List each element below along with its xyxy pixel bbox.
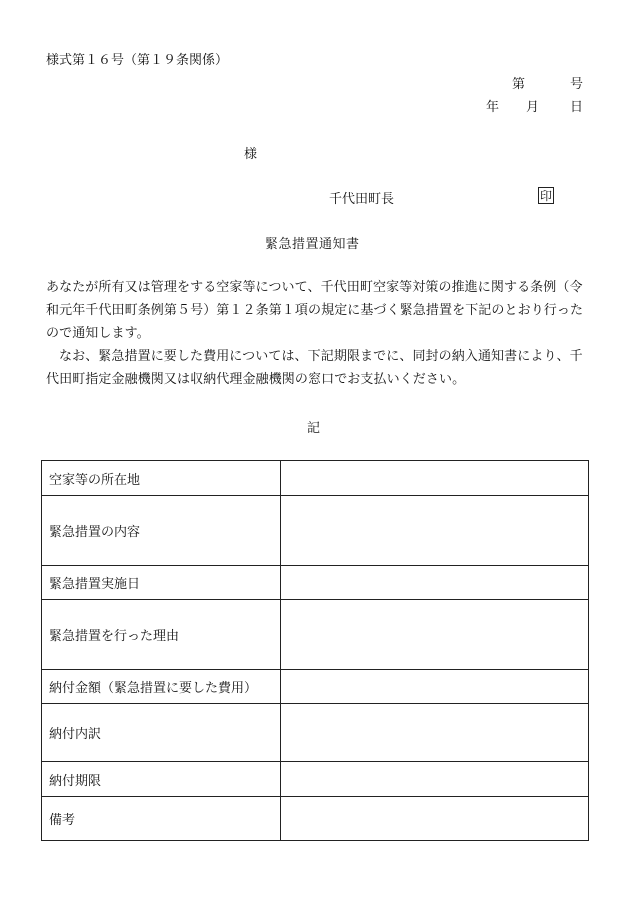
row-value-measure-date xyxy=(281,566,589,600)
detail-table xyxy=(41,460,589,841)
row-label-payment-breakdown: 納付内訳 xyxy=(42,704,281,762)
table-row xyxy=(42,670,589,704)
document-number-suffix: 号 xyxy=(570,77,584,92)
document-number-prefix: 第 xyxy=(512,77,526,92)
table-row xyxy=(42,762,589,797)
body-paragraph-2: なお、緊急措置に要した費用については、下記期限までに、同封の納入通知書により、千代田町指定金融機関又は収納代理金融機関の窓口でお支払いください。 xyxy=(46,349,583,387)
table-row xyxy=(42,704,589,762)
row-label-remarks: 備考 xyxy=(42,797,281,841)
row-label-measure-date: 緊急措置実施日 xyxy=(42,566,281,600)
row-label-location: 空家等の所在地 xyxy=(42,461,281,496)
row-value-payment-breakdown xyxy=(281,704,589,762)
table-row xyxy=(42,496,589,566)
row-label-measure-reason: 緊急措置を行った理由 xyxy=(42,600,281,670)
row-label-payment-amount: 納付金額（緊急措置に要した費用） xyxy=(42,670,281,704)
row-value-location xyxy=(281,461,589,496)
document-title: 緊急措置通知書 xyxy=(265,237,360,252)
date-day-label: 日 xyxy=(570,100,584,115)
form-number: 様式第１６号（第１９条関係） xyxy=(46,53,229,68)
date-month-label: 月 xyxy=(526,100,540,115)
row-value-measure-content xyxy=(281,496,589,566)
row-value-payment-deadline xyxy=(281,762,589,797)
table-row xyxy=(42,600,589,670)
row-label-measure-content: 緊急措置の内容 xyxy=(42,496,281,566)
ki-heading: 記 xyxy=(307,421,321,436)
addressee-honorific: 様 xyxy=(244,147,258,162)
table-row xyxy=(42,797,589,841)
body-paragraph-1: あなたが所有又は管理をする空家等について、千代田町空家等対策の推進に関する条例（令和元年千代田町条例第５号）第１２条第１項の規定に基づく緊急措置を下記のとおり行ったので通知します。 xyxy=(46,280,584,341)
row-value-measure-reason xyxy=(281,600,589,670)
notice-body xyxy=(46,276,586,391)
table-row xyxy=(42,566,589,600)
seal-mark: 印 xyxy=(539,189,552,203)
issuer-name: 千代田町長 xyxy=(329,192,395,207)
row-value-remarks xyxy=(281,797,589,841)
row-label-payment-deadline: 納付期限 xyxy=(42,762,281,797)
table-row xyxy=(42,461,589,496)
date-year-label: 年 xyxy=(486,100,500,115)
row-value-payment-amount xyxy=(281,670,589,704)
